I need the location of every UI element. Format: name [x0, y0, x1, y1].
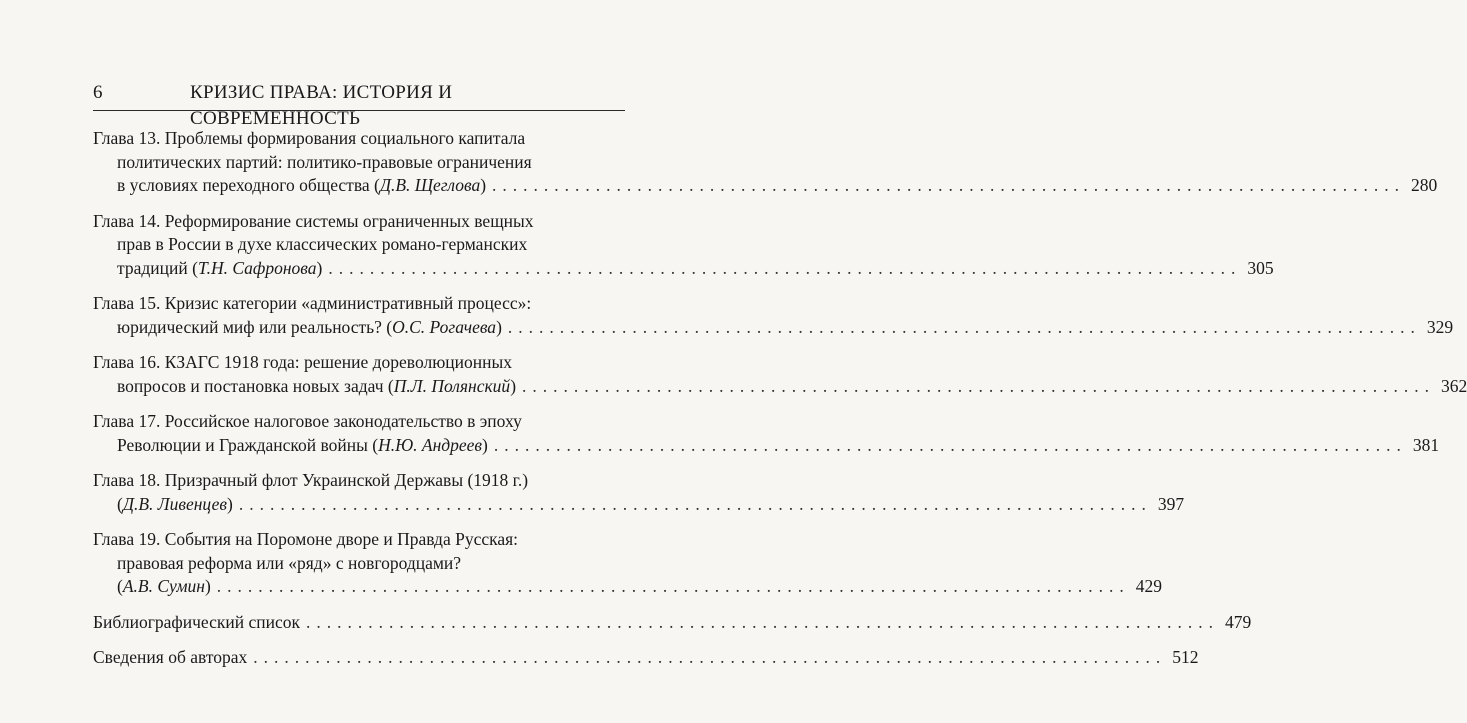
dot-leader: ........................................................................................ [492, 175, 1406, 195]
toc-entry-bibliography[interactable] [93, 611, 1252, 635]
toc-entry-chapter-18[interactable] [93, 469, 1185, 516]
toc-author: Д.В. Щеглова [379, 175, 481, 195]
toc-entry-line: Глава 15. Кризис категории «административный процесс»: [93, 293, 532, 313]
toc-entry-text: в условиях переходного общества (Д.В. Щеглова) [117, 175, 487, 195]
running-header [93, 80, 623, 129]
toc-entry-text: Революции и Гражданской войны (Н.Ю. Андреев) [117, 434, 488, 455]
toc-entry-text: (А.В. Сумин) [117, 576, 211, 596]
toc-entry-line: Глава 16. КЗАГС 1918 года: решение дореволюционных [93, 352, 513, 372]
toc-author: Т.Н. Сафронова [197, 257, 317, 278]
toc-page-number: 381 [1412, 434, 1440, 455]
toc-page-number: 429 [1135, 576, 1163, 596]
header-rule [93, 110, 625, 111]
toc-entry-text: (Д.В. Ливенцев) [117, 493, 233, 514]
toc-entry-line: прав в России в духе классических романо-германских [117, 234, 528, 254]
toc-entry-text: Сведения об авторах [93, 647, 248, 667]
toc-page-number: 305 [1247, 257, 1274, 278]
toc-page-number: 397 [1157, 493, 1185, 514]
toc-author: А.В. Сумин [122, 576, 205, 596]
toc-page-number: 512 [1172, 647, 1199, 667]
toc-entry-chapter-14[interactable] [93, 210, 1274, 281]
toc-author: О.С. Рогачева [392, 316, 497, 337]
toc-entry-chapter-17[interactable] [93, 410, 1440, 457]
toc-entry-authors[interactable] [93, 646, 1199, 670]
dot-leader: ........................................................................................ [493, 434, 1407, 455]
toc-entry-line: Глава 19. События на Поромоне дворе и Правда Русская: [93, 529, 519, 549]
toc-entry-line: Глава 13. Проблемы формирования социального капитала [93, 128, 526, 148]
dot-leader: ........................................................................................ [328, 257, 1242, 278]
toc-author: Д.В. Ливенцев [122, 493, 227, 514]
toc-entry-text: Библиографический список [93, 611, 301, 632]
toc-page-number: 479 [1225, 611, 1252, 632]
toc-page-number: 280 [1411, 175, 1438, 195]
dot-leader: ........................................................................................ [216, 576, 1130, 596]
dot-leader: ........................................................................................ [522, 375, 1436, 396]
toc-entry-text: юридический миф или реальность? (О.С. Рогачева) [117, 316, 502, 337]
page-number: 6 [93, 82, 103, 103]
table-of-contents [93, 127, 1467, 682]
toc-author: П.Л. Полянский [393, 375, 511, 396]
dot-leader: ........................................................................................ [507, 316, 1421, 337]
toc-entry-chapter-16[interactable] [93, 351, 1467, 398]
dot-leader: ........................................................................................ [238, 493, 1152, 514]
toc-entry-line: Глава 17. Российское налоговое законодательство в эпоху [93, 411, 522, 431]
toc-author: Н.Ю. Андреев [378, 434, 483, 455]
toc-entry-line: правовая реформа или «ряд» с новгородцами? [117, 552, 462, 573]
toc-page-number: 329 [1426, 316, 1454, 337]
toc-entry-line: политических партий: политико-правовые ограничения [117, 151, 532, 172]
toc-entry-chapter-13[interactable] [93, 127, 1438, 198]
dot-leader: ........................................................................................ [306, 611, 1220, 632]
toc-entry-text: традиций (Т.Н. Сафронова) [117, 257, 323, 278]
toc-page-number: 362 [1441, 375, 1467, 396]
toc-entry-chapter-15[interactable] [93, 292, 1454, 339]
toc-entry-chapter-19[interactable] [93, 528, 1163, 599]
toc-entry-text: вопросов и постановка новых задач (П.Л. Полянский) [117, 375, 517, 396]
toc-entry-line: Глава 18. Призрачный флот Украинской Державы (1918 г.) [93, 470, 529, 490]
running-title: КРИЗИС ПРАВА: ИСТОРИЯ И СОВРЕМЕННОСТЬ [190, 82, 453, 129]
dot-leader: ........................................................................................ [253, 647, 1167, 667]
toc-entry-line: Глава 14. Реформирование системы ограниченных вещных [93, 210, 534, 231]
